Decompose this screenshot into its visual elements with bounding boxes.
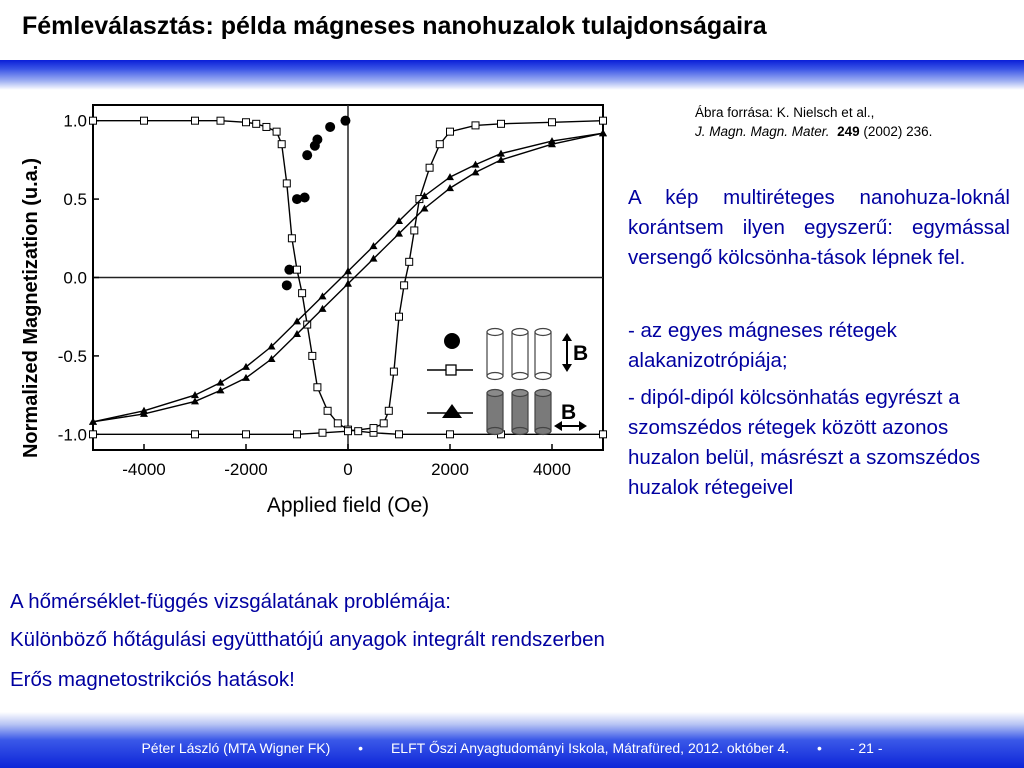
x-tick-label: 4000 bbox=[533, 460, 571, 479]
cylinder-bottom bbox=[512, 428, 528, 435]
data-point-triangle bbox=[217, 379, 225, 386]
data-point-square bbox=[390, 368, 397, 375]
cylinder-body bbox=[535, 332, 551, 376]
x-tick-label: -4000 bbox=[122, 460, 166, 479]
data-point-square bbox=[243, 431, 250, 438]
cylinder-top bbox=[535, 390, 551, 397]
data-point-circle bbox=[312, 135, 322, 145]
data-point-square bbox=[549, 119, 556, 126]
data-point-circle bbox=[340, 116, 350, 126]
legend-wire-filled bbox=[535, 390, 551, 435]
data-point-square bbox=[600, 117, 607, 124]
cylinder-bottom bbox=[487, 428, 503, 435]
data-point-square bbox=[380, 420, 387, 427]
field-label-vertical: B bbox=[573, 342, 589, 365]
chart-legend bbox=[427, 329, 588, 435]
data-point-circle bbox=[284, 265, 294, 275]
data-point-square bbox=[90, 117, 97, 124]
x-tick-label: 0 bbox=[343, 460, 353, 479]
y-tick-label: -1.0 bbox=[57, 425, 87, 445]
data-point-square bbox=[436, 141, 443, 148]
source-journal: J. Magn. Magn. Mater. bbox=[695, 124, 830, 139]
data-point-square bbox=[217, 117, 224, 124]
data-point-square bbox=[288, 235, 295, 242]
field-arrowhead bbox=[562, 364, 572, 372]
data-point-triangle bbox=[472, 168, 480, 175]
cylinder-body bbox=[512, 332, 528, 376]
data-point-square bbox=[498, 120, 505, 127]
data-point-square bbox=[355, 428, 362, 435]
data-point-square bbox=[273, 128, 280, 135]
field-label-horizontal: B bbox=[561, 401, 577, 424]
data-point-square bbox=[243, 119, 250, 126]
footer-author: Péter László (MTA Wigner FK) bbox=[141, 740, 331, 756]
data-point-square bbox=[447, 128, 454, 135]
data-point-square bbox=[401, 282, 408, 289]
legend-square bbox=[446, 365, 456, 375]
bottom-line-3: Erős magnetostrikciós hatások! bbox=[10, 668, 295, 691]
chart-svg bbox=[15, 95, 610, 525]
y-tick-label: 1.0 bbox=[63, 111, 87, 131]
x-tick-label: -2000 bbox=[224, 460, 268, 479]
cylinder-bottom bbox=[535, 373, 551, 380]
data-point-square bbox=[263, 123, 270, 130]
cylinder-top bbox=[487, 329, 503, 336]
data-point-square bbox=[472, 122, 479, 129]
data-point-triangle bbox=[599, 129, 607, 136]
legend-wire-open bbox=[535, 329, 551, 380]
data-point-triangle bbox=[217, 386, 225, 393]
data-point-square bbox=[192, 117, 199, 124]
right-paragraph-2: - az egyes mágneses rétegek alakanizotrópiája; bbox=[628, 319, 897, 372]
data-point-square bbox=[406, 258, 413, 265]
data-point-square bbox=[600, 431, 607, 438]
footer-separator: • bbox=[817, 740, 822, 756]
data-point-square bbox=[90, 431, 97, 438]
data-point-square bbox=[385, 407, 392, 414]
cylinder-top bbox=[512, 390, 528, 397]
data-point-triangle bbox=[446, 173, 454, 180]
data-point-square bbox=[314, 384, 321, 391]
field-arrowhead bbox=[579, 421, 587, 431]
right-paragraph-3: - dipól-dipól kölcsönhatás egyrészt a szomszédos rétegek között azonos huzalon belül, másrészt a szomszédos huzalok rétegeivel bbox=[628, 386, 981, 499]
data-point-square bbox=[426, 164, 433, 171]
data-point-square bbox=[334, 420, 341, 427]
legend-wire-open bbox=[487, 329, 503, 380]
data-point-square bbox=[283, 180, 290, 187]
cylinder-top bbox=[487, 390, 503, 397]
cylinder-bottom bbox=[487, 373, 503, 380]
footer-page-number: - 21 - bbox=[849, 740, 883, 756]
data-point-square bbox=[345, 428, 352, 435]
data-point-circle bbox=[300, 193, 310, 203]
figure-source bbox=[695, 103, 932, 141]
data-point-square bbox=[324, 407, 331, 414]
cylinder-body bbox=[535, 393, 551, 431]
slide-title: Fémleválasztás: példa mágneses nanohuzalok tulajdonságaira bbox=[22, 12, 767, 40]
source-citation bbox=[695, 122, 932, 141]
legend-wire-filled bbox=[487, 390, 503, 435]
data-point-square bbox=[411, 227, 418, 234]
data-point-square bbox=[294, 431, 301, 438]
field-arrowhead bbox=[562, 333, 572, 341]
x-axis-label: Applied field (Oe) bbox=[266, 494, 430, 517]
data-point-square bbox=[370, 425, 377, 432]
hysteresis-chart bbox=[15, 95, 610, 525]
data-point-square bbox=[396, 313, 403, 320]
data-point-square bbox=[192, 431, 199, 438]
source-volume: 249 bbox=[837, 124, 860, 139]
cylinder-bottom bbox=[512, 373, 528, 380]
data-point-square bbox=[447, 431, 454, 438]
bottom-line-2: Különböző hőtágulási együtthatójú anyagok integrált rendszerben bbox=[10, 628, 605, 651]
data-point-square bbox=[319, 429, 326, 436]
footer-event: ELFT Őszi Anyagtudományi Iskola, Mátrafüred, 2012. október 4. bbox=[390, 740, 790, 756]
source-year-page: (2002) 236. bbox=[863, 124, 933, 139]
data-point-circle bbox=[282, 280, 292, 290]
bottom-line-1: A hőmérséklet-függés vizsgálatának problémája: bbox=[10, 590, 451, 613]
data-point-square bbox=[396, 431, 403, 438]
cylinder-body bbox=[487, 393, 503, 431]
cylinder-body bbox=[487, 332, 503, 376]
data-point-square bbox=[278, 141, 285, 148]
legend-wire-open bbox=[512, 329, 528, 380]
y-tick-label: 0.0 bbox=[63, 268, 87, 288]
y-tick-label: 0.5 bbox=[63, 190, 87, 210]
data-point-square bbox=[253, 120, 260, 127]
cylinder-top bbox=[535, 329, 551, 336]
x-tick-label: 2000 bbox=[431, 460, 469, 479]
data-point-circle bbox=[325, 122, 335, 132]
data-point-square bbox=[309, 352, 316, 359]
legend-triangle bbox=[442, 404, 462, 418]
top-gradient-bar bbox=[0, 60, 1024, 90]
y-tick-label: -0.5 bbox=[57, 346, 87, 366]
cylinder-body bbox=[512, 393, 528, 431]
data-point-triangle bbox=[446, 184, 454, 191]
data-point-square bbox=[141, 117, 148, 124]
cylinder-bottom bbox=[535, 428, 551, 435]
footer bbox=[0, 740, 1024, 756]
data-point-square bbox=[294, 266, 301, 273]
legend-wire-filled bbox=[512, 390, 528, 435]
source-authors: Ábra forrása: K. Nielsch et al., bbox=[695, 105, 875, 120]
footer-separator: • bbox=[358, 740, 364, 756]
data-point-square bbox=[299, 290, 306, 297]
right-paragraph-1: A kép multiréteges nanohuza-loknál korántsem ilyen egyszerű: egymással versengő kölcsönha-tások lépnek fel. bbox=[628, 186, 1010, 269]
cylinder-top bbox=[512, 329, 528, 336]
data-point-circle bbox=[444, 333, 460, 349]
data-point-triangle bbox=[191, 391, 199, 398]
data-point-triangle bbox=[242, 374, 250, 381]
y-axis-label: Normalized Magnetization (u.a.) bbox=[20, 157, 42, 459]
data-point-circle bbox=[302, 150, 312, 160]
